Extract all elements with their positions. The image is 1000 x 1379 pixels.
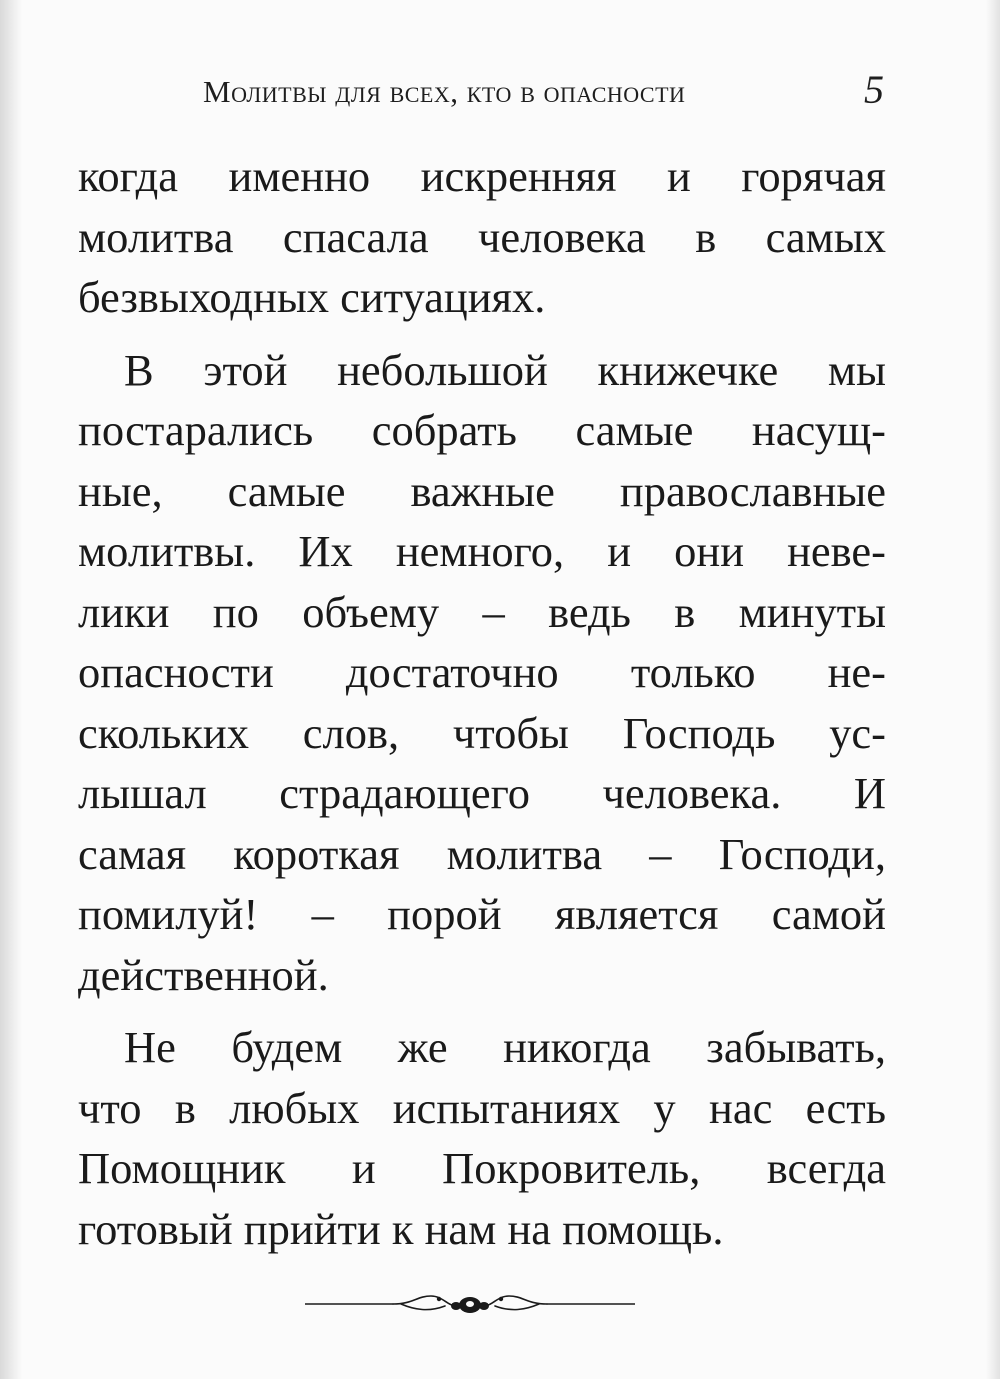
text-line: действенной. bbox=[78, 949, 329, 1000]
text-line: Помощник и Покровитель, всегда bbox=[78, 1143, 886, 1193]
text-line: постарались собрать самые насущ- bbox=[78, 405, 886, 455]
text-line: помилуй! – порой является самой bbox=[78, 889, 886, 939]
text-line: молитва спасала человека в самых bbox=[78, 211, 886, 262]
paragraph-1 bbox=[78, 146, 886, 328]
text-line: самая короткая молитва – Господи, bbox=[78, 828, 886, 879]
text-line: скольких слов, чтобы Господь ус- bbox=[78, 707, 886, 758]
text-line: ные, самые важные православные bbox=[78, 465, 886, 516]
paragraph-2 bbox=[78, 340, 886, 1006]
text-line: готовый прийти к нам на помощь. bbox=[78, 1203, 724, 1254]
text-line: лышал страдающего человека. И bbox=[78, 768, 886, 818]
page-number: 5 bbox=[864, 67, 884, 112]
text-line: когда именно искренняя и горячая bbox=[78, 151, 886, 201]
text-line: опасности достаточно только не- bbox=[78, 647, 886, 697]
paragraph-3 bbox=[78, 1017, 886, 1259]
text-line: лики по объему – ведь в минуты bbox=[78, 586, 886, 637]
running-head bbox=[78, 66, 888, 116]
text-line: молитвы. Их немного, и они неве- bbox=[78, 526, 886, 576]
running-title: Молитвы для всех, кто в опасности bbox=[203, 74, 686, 109]
text-line: что в любых испытаниях у нас есть bbox=[78, 1082, 886, 1133]
text-line: В этой небольшой книжечке мы bbox=[124, 344, 886, 395]
text-line: Не будем же никогда забывать, bbox=[124, 1022, 886, 1072]
body-text bbox=[78, 146, 886, 1271]
fleuron-divider-icon bbox=[305, 1284, 635, 1324]
text-line: безвыходных ситуациях. bbox=[78, 272, 546, 322]
